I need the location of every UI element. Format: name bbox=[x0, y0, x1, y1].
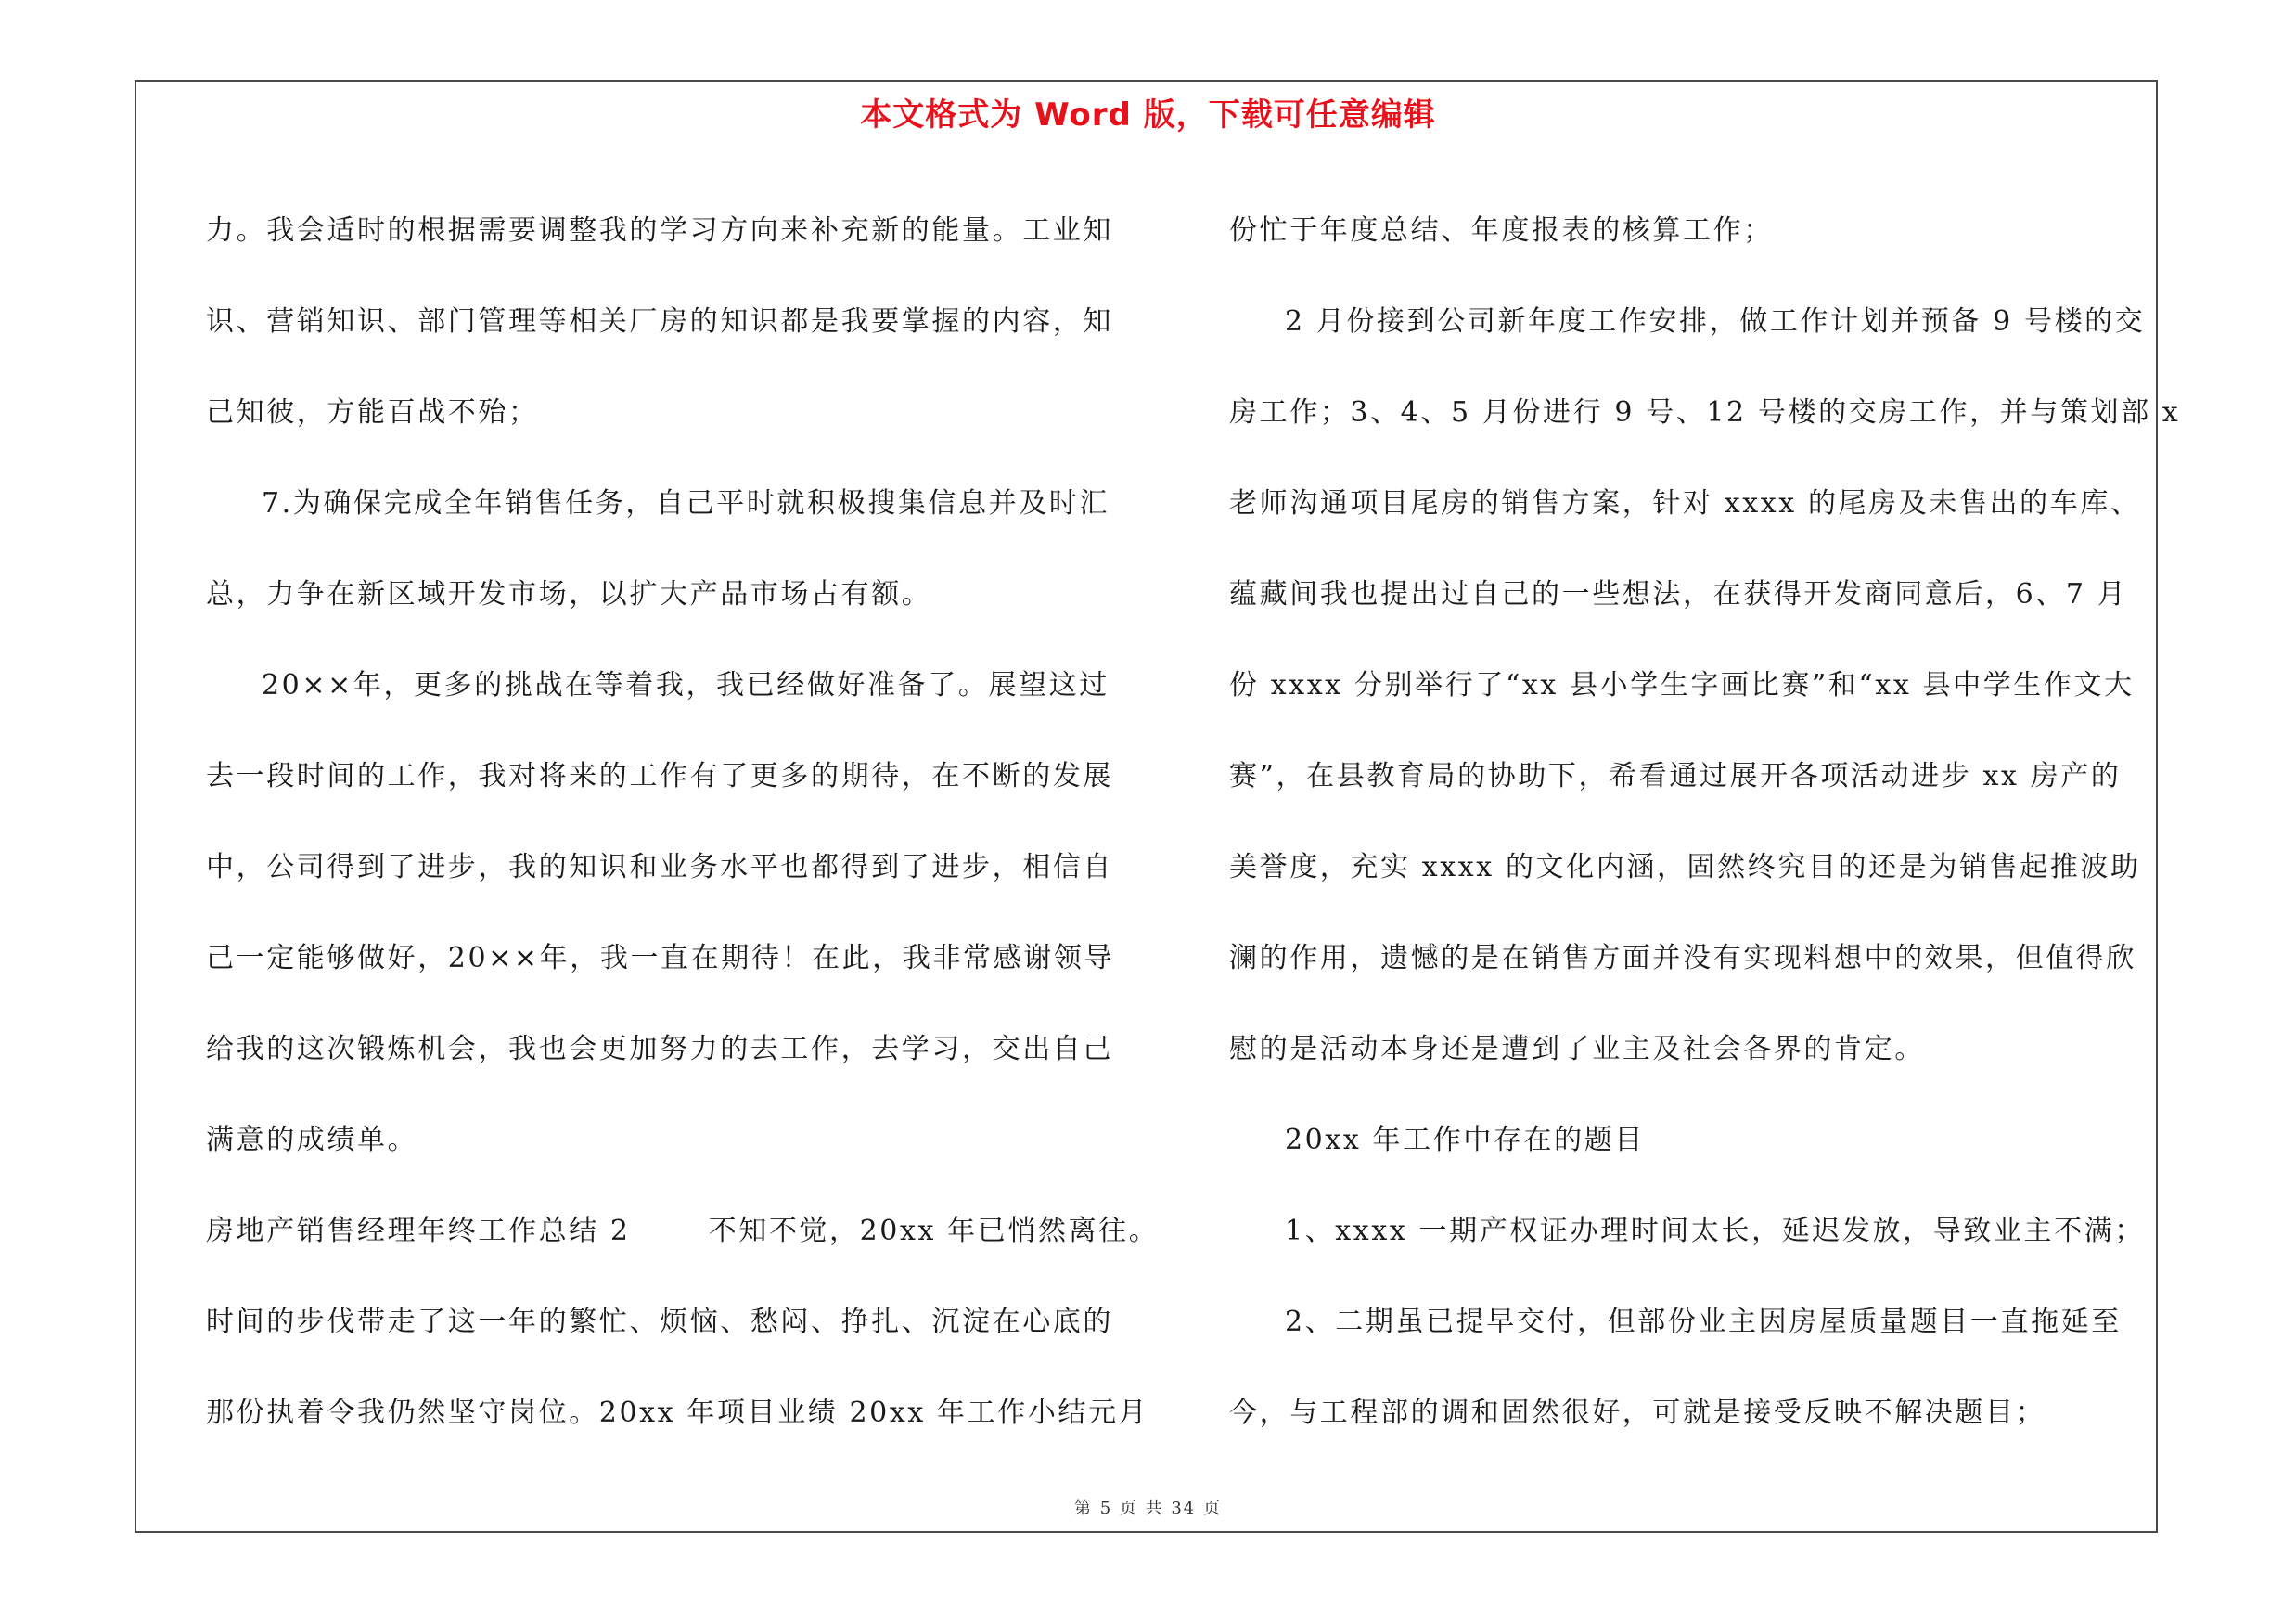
paragraph-line: 7.为确保完成全年销售任务，自己平时就积极搜集信息并及时汇 bbox=[262, 487, 1110, 520]
editable-notice-banner: 本文格式为 Word 版，下载可任意编辑 bbox=[860, 97, 1436, 134]
paragraph-line: 力。我会适时的根据需要调整我的学习方向来补充新的能量。工业知 bbox=[206, 214, 1113, 247]
paragraph-line: 识、营销知识、部门管理等相关厂房的知识都是我要掌握的内容，知 bbox=[206, 305, 1113, 338]
paragraph-line: 份忙于年度总结、年度报表的核算工作； bbox=[1229, 214, 1774, 247]
paragraph-line: 蕴藏间我也提出过自己的一些想法，在获得开发商同意后，6、7 月 bbox=[1229, 578, 2128, 611]
section-heading-line bbox=[206, 1186, 1160, 1277]
paragraph-line: 今，与工程部的调和固然很好，可就是接受反映不解决题目； bbox=[1229, 1397, 2046, 1429]
paragraph-line: 赛”，在县教育局的协助下，希看通过展开各项活动进步 xx 房产的 bbox=[1229, 760, 2122, 792]
section-heading: 房地产销售经理年终工作总结 2 bbox=[206, 1215, 631, 1247]
left-column bbox=[206, 186, 1160, 1459]
paragraph-line: 2 月份接到公司新年度工作安排，做工作计划并预备 9 号楼的交 bbox=[1285, 305, 2146, 338]
paragraph-line: 慰的是活动本身还是遭到了业主及社会各界的肯定。 bbox=[1229, 1033, 1925, 1065]
paragraph-line: 那份执着令我仍然坚守岗位。20xx 年项目业绩 20xx 年工作小结元月 bbox=[206, 1397, 1149, 1429]
paragraph-line: 总，力争在新区域开发市场，以扩大产品市场占有额。 bbox=[206, 578, 932, 611]
paragraph-text: 不知不觉，20xx 年已悄然离往。 bbox=[708, 1215, 1160, 1247]
paragraph-line: 满意的成绩单。 bbox=[206, 1124, 418, 1156]
paragraph-line: 1、xxxx 一期产权证办理时间太长，延迟发放，导致业主不满； bbox=[1285, 1215, 2145, 1247]
paragraph-line: 2、二期虽已提早交付，但部份业主因房屋质量题目一直拖延至 bbox=[1285, 1306, 2122, 1338]
paragraph-line: 老师沟通项目尾房的销售方案，针对 xxxx 的尾房及未售出的车库、 bbox=[1229, 487, 2141, 520]
paragraph-line: 己知彼，方能百战不殆； bbox=[206, 396, 539, 429]
paragraph-line: 澜的作用，遗憾的是在销售方面并没有实现料想中的效果，但值得欣 bbox=[1229, 942, 2136, 974]
paragraph-line: 时间的步伐带走了这一年的繁忙、烦恼、愁闷、挣扎、沉淀在心底的 bbox=[206, 1306, 1113, 1338]
paragraph-line: 20××年，更多的挑战在等着我，我已经做好准备了。展望这过 bbox=[262, 669, 1110, 702]
paragraph-line: 中，公司得到了进步，我的知识和业务水平也都得到了进步，相信自 bbox=[206, 851, 1113, 883]
paragraph-line: 份 xxxx 分别举行了“xx 县小学生字画比赛”和“xx 县中学生作文大 bbox=[1229, 669, 2135, 702]
paragraph-line: 20xx 年工作中存在的题目 bbox=[1285, 1124, 1645, 1156]
paragraph-line: 己一定能够做好，20××年，我一直在期待！在此，我非常感谢领导 bbox=[206, 942, 1115, 974]
paragraph-line: 美誉度，充实 xxxx 的文化内涵，固然终究目的还是为销售起推波助 bbox=[1229, 851, 2141, 883]
paragraph-line: 房工作；3、4、5 月份进行 9 号、12 号楼的交房工作，并与策划部 x bbox=[1229, 396, 2181, 429]
paragraph-line: 去一段时间的工作，我对将来的工作有了更多的期待，在不断的发展 bbox=[206, 760, 1113, 792]
page-number-footer: 第 5 页 共 34 页 bbox=[1074, 1499, 1222, 1518]
paragraph-line: 给我的这次锻炼机会，我也会更加努力的去工作，去学习，交出自己 bbox=[206, 1033, 1113, 1065]
right-column bbox=[1229, 186, 2181, 1459]
